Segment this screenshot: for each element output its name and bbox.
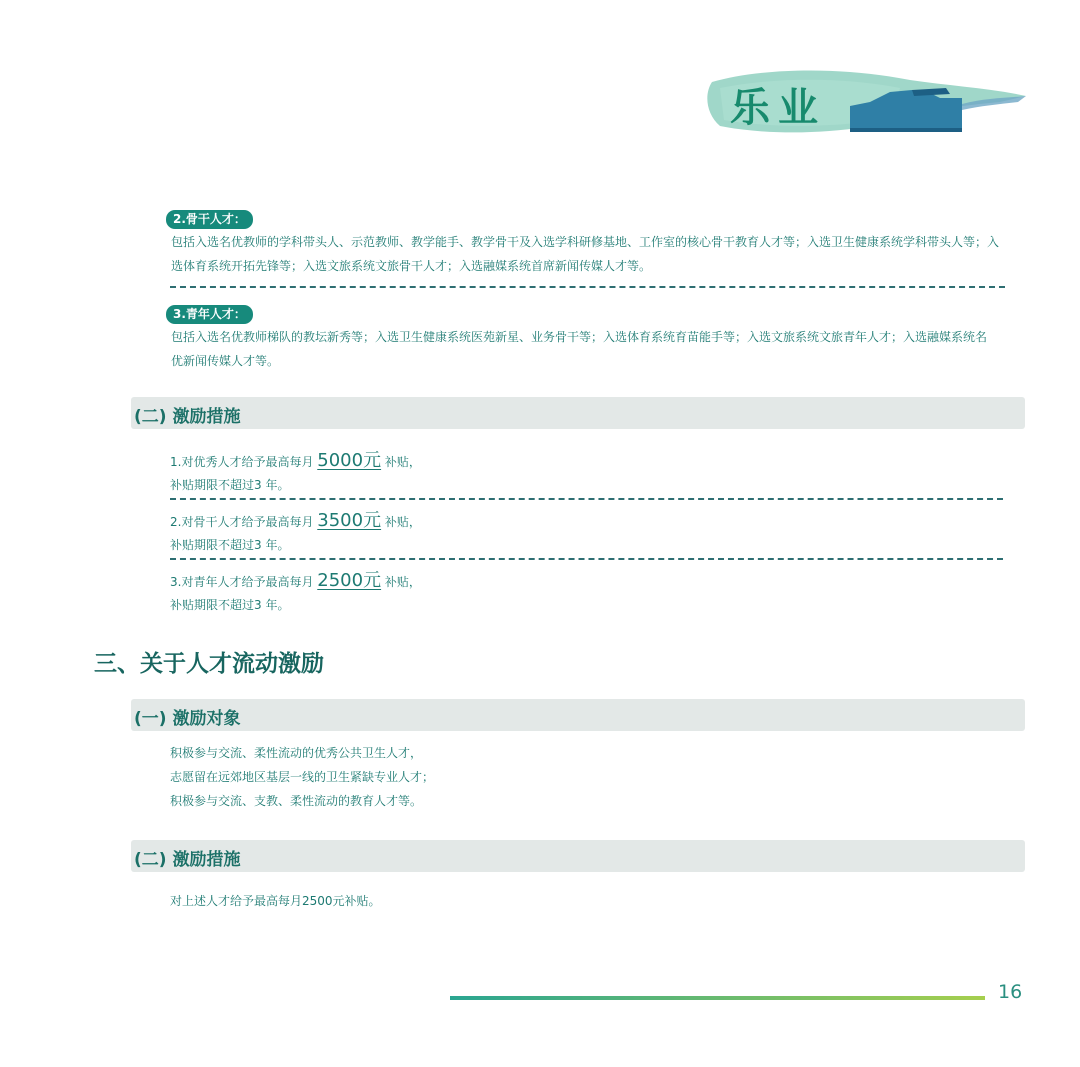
page-number: 16	[998, 981, 1023, 1003]
incentive-item-1	[170, 446, 421, 472]
paragraph-line: 包括入选名优教师梯队的教坛新秀等；入选卫生健康系统医苑新星、业务骨干等；入选体育系统育苗能手等；入选文旅系统文旅青年人才；入选融媒系统名	[171, 330, 988, 344]
item-note: 补贴期限不超过3 年。	[170, 478, 290, 492]
item-prefix: 3.对青年人才给予最高每月	[170, 575, 318, 589]
tag-label: 2.骨干人才：	[166, 210, 253, 229]
young-talent-description	[171, 325, 1041, 373]
item-note: 补贴期限不超过3 年。	[170, 598, 290, 612]
item-suffix: 补贴，	[381, 575, 421, 589]
paragraph-line: 优新闻传媒人才等。	[171, 354, 280, 368]
paragraph-line: 积极参与交流、支教、柔性流动的教育人才等。	[170, 794, 423, 808]
dashed-divider	[170, 498, 1003, 500]
header-badge	[700, 62, 1030, 142]
item-amount: 2500元	[317, 570, 382, 591]
item-suffix: 补贴，	[381, 515, 421, 529]
dashed-divider	[170, 558, 1003, 560]
paragraph-line: 选体育系统开拓先锋等；入选文旅系统文旅骨干人才；入选融媒系统首席新闻传媒人才等。	[171, 259, 652, 273]
item-suffix: 补贴，	[381, 455, 421, 469]
flow-incentive-text: 对上述人才给予最高每月2500元补贴。	[170, 894, 381, 908]
item-note: 补贴期限不超过3 年。	[170, 538, 290, 552]
section-bar-flow-incentive-measures	[131, 840, 1025, 872]
tag-label: 3.青年人才：	[166, 305, 253, 324]
paragraph-line: 积极参与交流、柔性流动的优秀公共卫生人才，	[170, 746, 423, 760]
major-heading: 三、关于人才流动激励	[94, 651, 324, 677]
item-prefix: 1.对优秀人才给予最高每月	[170, 455, 318, 469]
incentive-item-2	[170, 506, 421, 532]
section-title: (二) 激励措施	[134, 850, 241, 870]
paragraph-line: 包括入选名优教师的学科带头人、示范教师、教学能手、教学骨干及入选学科研修基地、工作室的核心骨干教育人才等；入选卫生健康系统学科带头人等；入	[171, 235, 1000, 249]
tag-young-talent	[166, 303, 253, 324]
section-title: (一) 激励对象	[134, 709, 241, 729]
item-prefix: 2.对骨干人才给予最高每月	[170, 515, 318, 529]
backbone-talent-description	[171, 230, 1041, 278]
item-amount: 3500元	[317, 510, 382, 531]
section-bar-incentive-measures	[131, 397, 1025, 429]
header-title: 乐业	[730, 84, 826, 131]
dashed-divider	[170, 286, 1005, 288]
tag-backbone-talent	[166, 208, 253, 229]
paragraph-line: 志愿留在远郊地区基层一线的卫生紧缺专业人才；	[170, 770, 435, 784]
footer-gradient-line	[450, 996, 985, 1000]
section-title: (二) 激励措施	[134, 407, 241, 427]
section-bar-incentive-targets	[131, 699, 1025, 731]
item-amount: 5000元	[317, 450, 382, 471]
incentive-targets-list	[170, 741, 770, 813]
incentive-item-3	[170, 566, 421, 592]
